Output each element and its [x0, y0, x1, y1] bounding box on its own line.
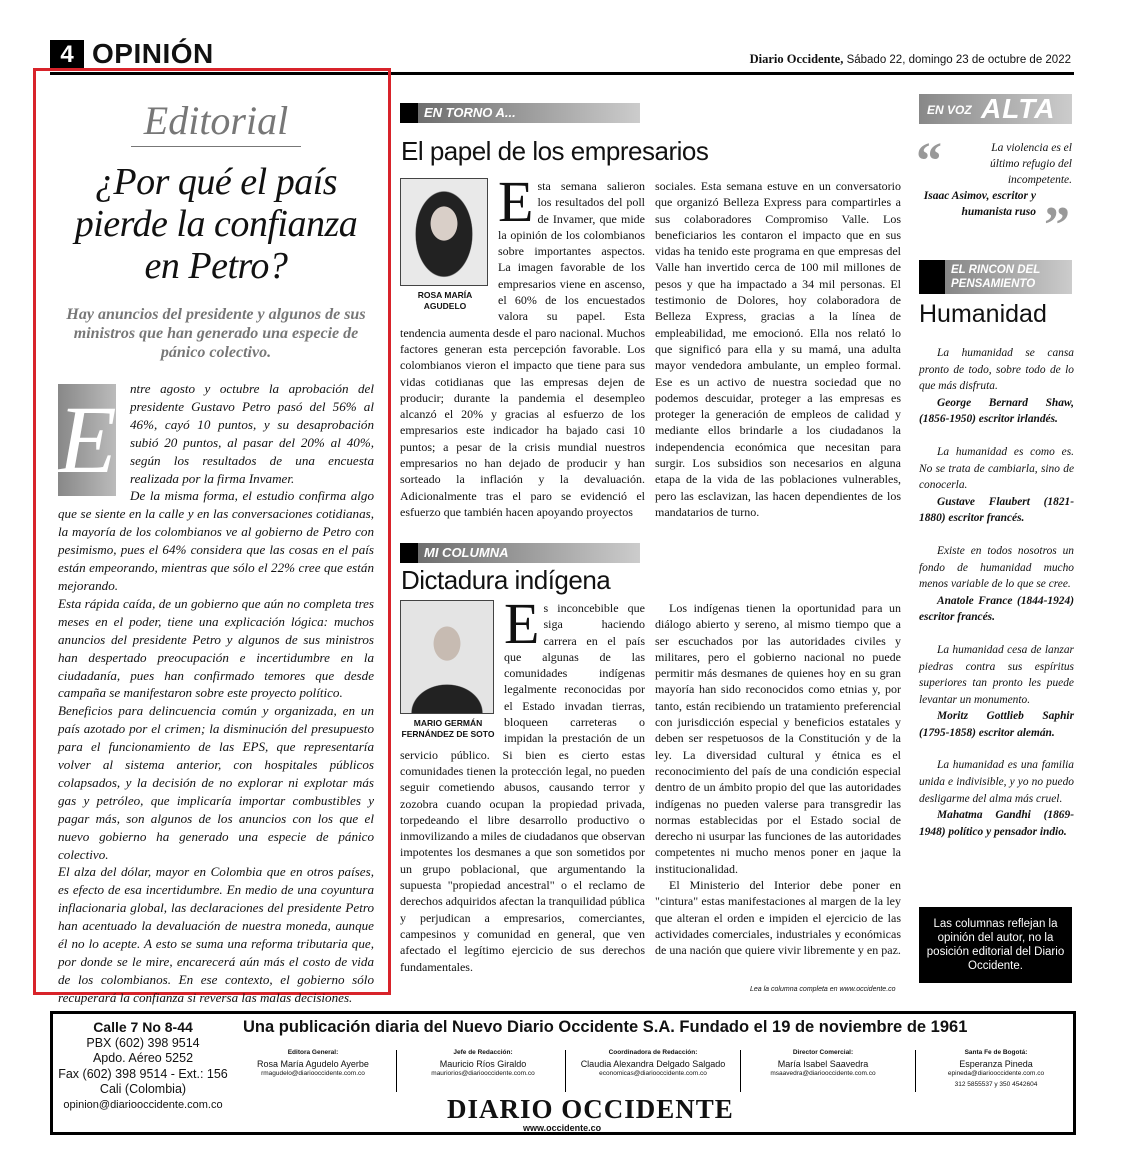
publisher-tagline: Una publicación diaria del Nuevo Diario Occidente S.A. Fundado el 19 de noviembre de 1961 [243, 1018, 968, 1036]
author-photo-block [400, 600, 496, 740]
thought-author: Moritz Gottlieb Saphir (1795-1858) escritor alemán. [919, 710, 1074, 739]
editorial-paragraph: Beneficios para delincuencia común y organizada, en un país azotado por el crimen; la disminución del presupuesto para el funcionamiento de las EPS, que representaría volver al sistema anterior, con hospitales públicos colapsados, y la decisión de no explorar ni explotar más gas y petróleo, que implicaría importar combustibles y pagar más, son algunos de los anuncios con los que el nuevo gobierno ha generado una especie de pánico colectivo. [58, 703, 374, 862]
drop-cap: E [504, 591, 540, 656]
thought-text: La humanidad es una familia unida e indivisible, y yo no puedo desligarme del alma más cruel. [919, 759, 1074, 805]
thought-author: Anatole France (1844-1924) escritor francés. [919, 594, 1074, 624]
editorial-paragraph: Esta rápida caída, de un gobierno que aún no completa tres meses en el poder, tiene una explicación lógica: muchos anuncios del presidente Petro y algunos de sus ministros han despertado preocupación e incertidumbre en la ciudadanía, pues han confirmado temores que desde campaña se manifestaron sobre este proyecto político. [58, 595, 374, 701]
thought-author: Gustave Flaubert (1821-1880) escritor francés. [919, 495, 1074, 525]
divider [565, 1050, 566, 1092]
staff-comercial [748, 1048, 898, 1080]
masthead-name: Diario Occidente, [749, 52, 844, 66]
staff-name: Esperanza Pineda [959, 1058, 1033, 1069]
thought-text: Existe en todos nosotros un fondo de humanidad mucho menos variable de lo que se cree. [919, 544, 1074, 591]
staff-jefe [408, 1048, 558, 1080]
column-text: s inconcebible que siga haciendo carrera en el país que algunas de las comunidades indígenas legalmente reconocidas por el Estado invadan tierras, bloqueen carreteras o impidan la prestación de un servicio público. Si bien es cierto estas comunidades tienen la protección legal, no pueden seguir cometiendo abusos, causando terror y zozobra cuando ocupan la propiedad privada, torpedeando el libre desarrollo productivo o inmovilizando a miles de ciudadanos que observan impotentes los desmanes a que son sometidos por un grupo poblacional, que argumentando la supuesta "propiedad ancestral" o el reclamo de derechos adquiridos afectan la tranquilidad pública y perjudican a empresarios, comerciantes, campesinos y comunidad en general, que ven afectado el legítimo ejercicio de sus derechos fundamentales. [400, 601, 645, 974]
thought-text: La humanidad cesa de lanzar piedras contra sus espíritus superiores tan pronto les puede levantar un monumento. [919, 643, 1074, 706]
quote-block [919, 140, 1072, 220]
column2-right-text [655, 600, 901, 959]
section-title: OPINIÓN [92, 38, 214, 69]
quote-text: La violencia es el último refugio del incompetente. [990, 142, 1072, 186]
author-photo [400, 600, 494, 714]
column2-left-text [400, 591, 645, 975]
editorial-title: ¿Por qué el país pierde la confianza en Petro? [74, 161, 358, 287]
author-photo [400, 178, 488, 286]
staff-email: epineda@diariooccidente.com.co [947, 1070, 1045, 1077]
divider [740, 1050, 741, 1092]
column-text: El Ministerio del Interior debe poner en "cintura" estas manifestaciones al margen de la ley que alteran el orden e impiden el ejercicio de las actividades comerciales, industriales y económicas de una nación que quiere vivir libremente y en paz. [655, 878, 901, 958]
editorial-kicker: Editorial [143, 98, 289, 143]
thought-item [919, 543, 1074, 626]
thought-item [919, 757, 1074, 840]
address: Calle 7 No 8-44 [93, 1019, 193, 1035]
thought-author: Mahatma Gandhi (1869-1948) político y pensador indio. [919, 809, 1074, 838]
staff-editora [238, 1048, 388, 1080]
thought-item [919, 345, 1074, 428]
thought-text: La humanidad es como es. No se trata de cambiarla, sino de conocerla. [919, 445, 1074, 492]
open-quote-icon: “ [916, 133, 942, 190]
column2-headline: Dictadura indígena [401, 565, 611, 595]
city: Cali (Colombia) [99, 1082, 187, 1096]
column1-headline: El papel de los empresarios [401, 136, 709, 166]
contact-block [53, 1020, 233, 1113]
contact-email: opinion@diariooccidente.com.co [63, 1098, 223, 1111]
staff-name: María Isabel Saavedra [777, 1058, 869, 1069]
editorial-subtitle: Hay anuncios del presidente y algunos de sus ministros que han generado una especie de pánico colectivo. [66, 306, 366, 361]
disclaimer-box: Las columnas reflejan la opinión del autor, no la posición editorial del Diario Occidente. [919, 907, 1072, 983]
column1-right-text [655, 178, 901, 520]
pbx: PBX (602) 398 9514 [86, 1035, 200, 1050]
issue-date: Sábado 22, domingo 23 de octubre de 2022 [846, 54, 1071, 66]
staff-role: Jefe de Redacción: [453, 1049, 513, 1056]
staff-name: Mauricio Ríos Giraldo [439, 1058, 527, 1069]
banner-label-small: EN VOZ [927, 103, 972, 117]
column-text: Los indígenas tienen la oportunidad para un diálogo abierto y sereno, al mismo tiempo que a ser escuchados por las autoridades civiles y militares, pero el gobierno nacional no puede permitir más desmanes de quienes hoy en su gran mayoría han sido reconocidos como etnias y, por tanto, están recibiendo un tratamiento preferencial con jurisdicción especial y beneficios estatales y deben ser respetuosos de la Constitución y de la ley. La diversidad cultural y étnica es el reconocimiento del país de una condición especial dentro de un ámbito propio del que las autoridades indígenas no pueden valerse para transgredir las normas establecidas por el Estado social de derecho ni usurpar las funciones de las autoridades competentes ni mucho menos poner en jaque la institucionalidad. [655, 601, 901, 876]
thought-text: La humanidad se cansa pronto de todo, sobre todo de lo que más disfruta. [919, 347, 1074, 393]
column2-kicker: MI COLUMNA [400, 543, 640, 563]
staff-name: Rosa María Agudelo Ayerbe [257, 1058, 369, 1069]
column1-left-text [400, 169, 645, 520]
staff-phone: 312 5855537 y 350 4542604 [954, 1080, 1038, 1088]
page-number: 4 [50, 40, 84, 70]
apdo: Apdo. Aéreo 5252 [92, 1051, 194, 1065]
editorial-drop-cap: E [58, 384, 116, 496]
author-name: MARIO GERMÁN FERNÁNDEZ DE SOTO [401, 718, 495, 739]
editorial-paragraph: ntre agosto y octubre la aprobación del presidente Gustavo Petro pasó del 56% al 46%, cayó 10 puntos, y su desaprobación subió 20 puntos, al pasar del 20% al 40%, según los resultados de una encuesta realizada por la firma Invamer. [130, 381, 374, 486]
author-name: ROSA MARÍA AGUDELO [417, 290, 473, 311]
footer-box [50, 1011, 1076, 1135]
en-voz-alta-banner [919, 94, 1072, 124]
kicker-rule [131, 146, 301, 147]
thought-author: George Bernard Shaw, (1856-1950) escritor irlandés. [919, 396, 1074, 426]
dateline [750, 52, 1071, 67]
read-more-note: Lea la columna completa en www.occidente.co [750, 986, 896, 993]
staff-coordinadora [578, 1048, 728, 1080]
newspaper-logo: DIARIO OCCIDENTE [447, 1094, 734, 1124]
drop-cap: E [498, 169, 534, 234]
column-text: sta semana salieron los resultados del poll de Invamer, que mide la opinión de los colombianos sobre importantes aspectos. La imagen favorable de los empresarios viene en ascenso, el 60% de los encuestados valora su papel. Esta tendencia aumenta desde el paro nacional. Muchos factores generan esta percepción favorable. Los colombianos vieron el impacto que tiene para sus vidas cotidianas que las empresas dejen de producir; durante la pandemia el desempleo alcanzó el 20% y gracias al esfuerzo de los empresarios este indicador ha bajado casi 10 puntos; a pesar de la crisis mundial nuestros empresarios no han dejado de producir y han sorteado la inflación y la devaluación. Adicionalmente tras el paro se evidenció el esfuerzo que también hacen apoyando proyectos [400, 179, 645, 519]
editorial-paragraph: El alza del dólar, mayor en Colombia que en otros países, es efecto de esa incertidumbre. En medio de una coyuntura inflacionaria global, las declaraciones del presidente Petro han acentuado la devaluación de nuestra moneda, aunque él no lo acepte. A esto se suma una reforma tributaria que, por donde se le mire, encarecerá aún más el costo de vida de los colombianos. En ese contexto, el gobierno sólo recuperará la confianza si reversa las malas decisiones. [58, 864, 374, 1005]
rincon-banner: EL RINCON DEL PENSAMIENTO [919, 260, 1072, 294]
column1-kicker: EN TORNO A... [400, 103, 640, 123]
fax: Fax (602) 398 9514 - Ext.: 156 [58, 1066, 228, 1081]
editorial-box [33, 68, 391, 1005]
staff-bogota [921, 1048, 1071, 1090]
staff-email: msaavedra@diariooccidente.com.co [770, 1070, 876, 1077]
author-photo-block [400, 178, 490, 312]
editorial-paragraph: De la misma forma, el estudio confirma algo que se siente en la calle y en las conversaciones cotidianas, la mayoría de los colombianos ve al gobierno de Petro con pesimismo, pues el 64% considera que las cosas en el país están empeorando, mientras que sólo el 22% cree que están mejorando. [58, 488, 374, 593]
quote-author: Isaac Asimov, escritor y humanista ruso [923, 190, 1036, 218]
staff-role: Director Comercial: [792, 1049, 854, 1056]
divider [396, 1050, 397, 1092]
thoughts-list [919, 345, 1074, 856]
rincon-title: Humanidad [919, 300, 1047, 328]
close-quote-icon: ” [1044, 197, 1070, 254]
staff-role: Editora General: [287, 1049, 339, 1056]
staff-name: Claudia Alexandra Delgado Salgado [580, 1058, 726, 1069]
thought-item [919, 444, 1074, 527]
staff-role: Santa Fe de Bogotá: [964, 1049, 1028, 1056]
divider [915, 1050, 916, 1092]
website-link[interactable]: www.occidente.co [523, 1123, 602, 1133]
banner-label-big: ALTA [981, 93, 1056, 124]
staff-role: Coordinadora de Redacción: [608, 1049, 698, 1056]
staff-email: mauriorios@diariooccidente.com.co [431, 1070, 535, 1077]
staff-email: economicas@diariooccidente.com.co [599, 1070, 707, 1077]
staff-email: rmagudelo@diariooccidente.com.co [261, 1070, 365, 1077]
thought-item [919, 642, 1074, 742]
column-text: sociales. Esta semana estuve en un conversatorio que organizó Belleza Express para compartirles a sus colaboradores Compromiso Valle. Los beneficiarios les contaron el impacto que en sus vidas ha tenido este programa en que empresas del Valle han invertido cerca de 100 mil millones de pesos y que ha impactado a 34 mil personas. El testimonio de Dolores, hoy colaboradora de Belleza Express, gracias a la línea de empleabilidad, me emocionó. Ella nos relató lo que significó para ella y su mamá, una adulta mayor vendedora ambulante, un empleo formal. Ese es un activo de nuestra sociedad que no podemos descuidar, proteger a las empresas es proteger la generación de empleos de calidad y mediante ellos brindarle a los ciudadanos la independencia económica que necesitan para surgir. Los subsidios son necesarios en alguna etapa de la vida de las poblaciones vulnerables, pero las esclavizan, las hacen dependientes de los mandatarios de turno. [655, 179, 901, 519]
editorial-body [58, 380, 374, 1007]
